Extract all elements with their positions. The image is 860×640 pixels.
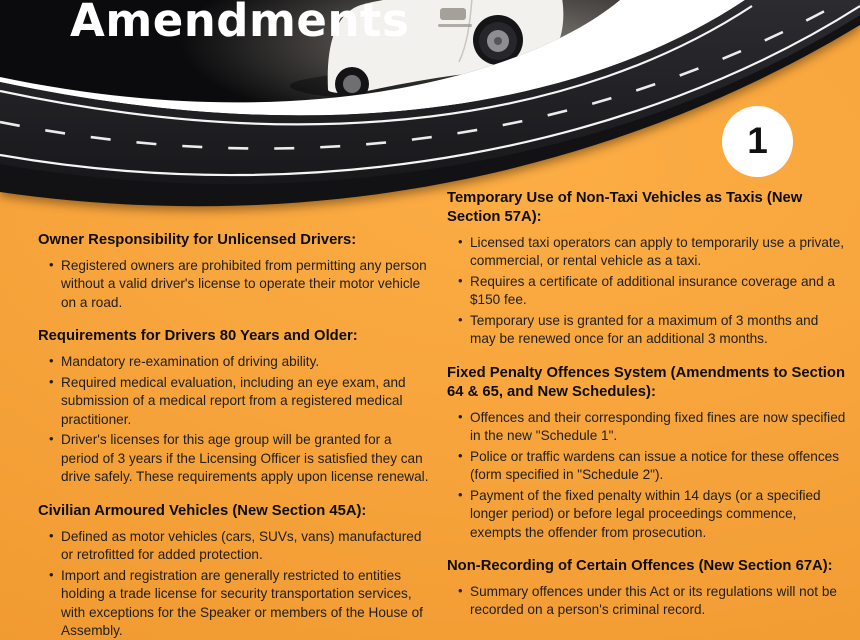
page-number-badge	[722, 106, 793, 177]
bullet-item: • Police or traffic wardens can issue a notice for these offences (form specified in "Schedule 2").	[457, 448, 847, 485]
bullet-item: • Requires a certificate of additional insurance coverage and a $150 fee.	[457, 273, 847, 310]
section-civilian-armoured-vehicles	[38, 502, 431, 640]
bullet-item: • Licensed taxi operators can apply to temporarily use a private, commercial, or rental vehicle as a taxi.	[457, 234, 847, 271]
section-heading: Owner Responsibility for Unlicensed Drivers:	[38, 232, 357, 248]
left-column	[38, 231, 431, 640]
right-column	[447, 189, 847, 622]
section-heading: Temporary Use of Non-Taxi Vehicles as Taxis (New Section 57A):	[447, 190, 803, 225]
bullet-item: • Summary offences under this Act or its regulations will not be recorded on a person's criminal record.	[457, 583, 847, 620]
car-rear-hub	[494, 37, 502, 45]
bullet-item: • Offences and their corresponding fixed fines are now specified in the new "Schedule 1".	[457, 409, 847, 446]
section-heading: Civilian Armoured Vehicles (New Section 45A):	[38, 502, 367, 519]
section-fixed-penalty-system	[447, 364, 847, 542]
section-heading: Non-Recording of Certain Offences (New Section 67A):	[447, 558, 833, 575]
section-drivers-80-older	[38, 327, 431, 486]
bullet-list	[38, 528, 431, 640]
section-heading: Fixed Penalty Offences System (Amendments to Section 64 & 65, and New Schedules):	[447, 364, 845, 400]
page-title: Amendments	[70, 0, 410, 47]
section-owner-responsibility	[38, 231, 431, 312]
section-heading: Requirements for Drivers 80 Years and Older:	[38, 328, 358, 345]
bullet-item: • Defined as motor vehicles (cars, SUVs, vans) manufactured or retrofitted for added protection.	[48, 528, 431, 565]
bullet-item: • Mandatory re-examination of driving ability.	[48, 353, 431, 371]
section-temporary-taxi-use	[447, 189, 847, 349]
bullet-list	[38, 257, 431, 312]
bullet-item: • Temporary use is granted for a maximum of 3 months and may be renewed once for an additional 3 months.	[457, 312, 847, 349]
bullet-list	[447, 234, 847, 349]
bullet-item: • Payment of the fixed penalty within 14 days (or a specified longer period) or before legal proceedings commence, exempts the offender from prosecution.	[457, 487, 847, 542]
bullet-list	[447, 583, 847, 620]
bullet-list	[447, 409, 847, 542]
car-front-rim	[343, 75, 361, 93]
section-non-recording-offences	[447, 557, 847, 620]
bullet-item: • Registered owners are prohibited from permitting any person without a valid driver's license to operate their motor vehicle on a road.	[48, 257, 431, 312]
bullet-item: • Required medical evaluation, including an eye exam, and submission of a medical report from a registered medical practitioner.	[48, 374, 431, 429]
bullet-item: • Import and registration are generally restricted to entities holding a trade license for security transportation services, with exceptions for the Speaker or members of the House of Assembly.	[48, 567, 431, 640]
bullet-list	[38, 353, 431, 486]
page-number: 1	[747, 119, 768, 161]
bullet-item: • Driver's licenses for this age group will be granted for a period of 3 years if the Licensing Officer is satisfied they can drive safely. These requirements apply upon license renewal.	[48, 431, 431, 486]
